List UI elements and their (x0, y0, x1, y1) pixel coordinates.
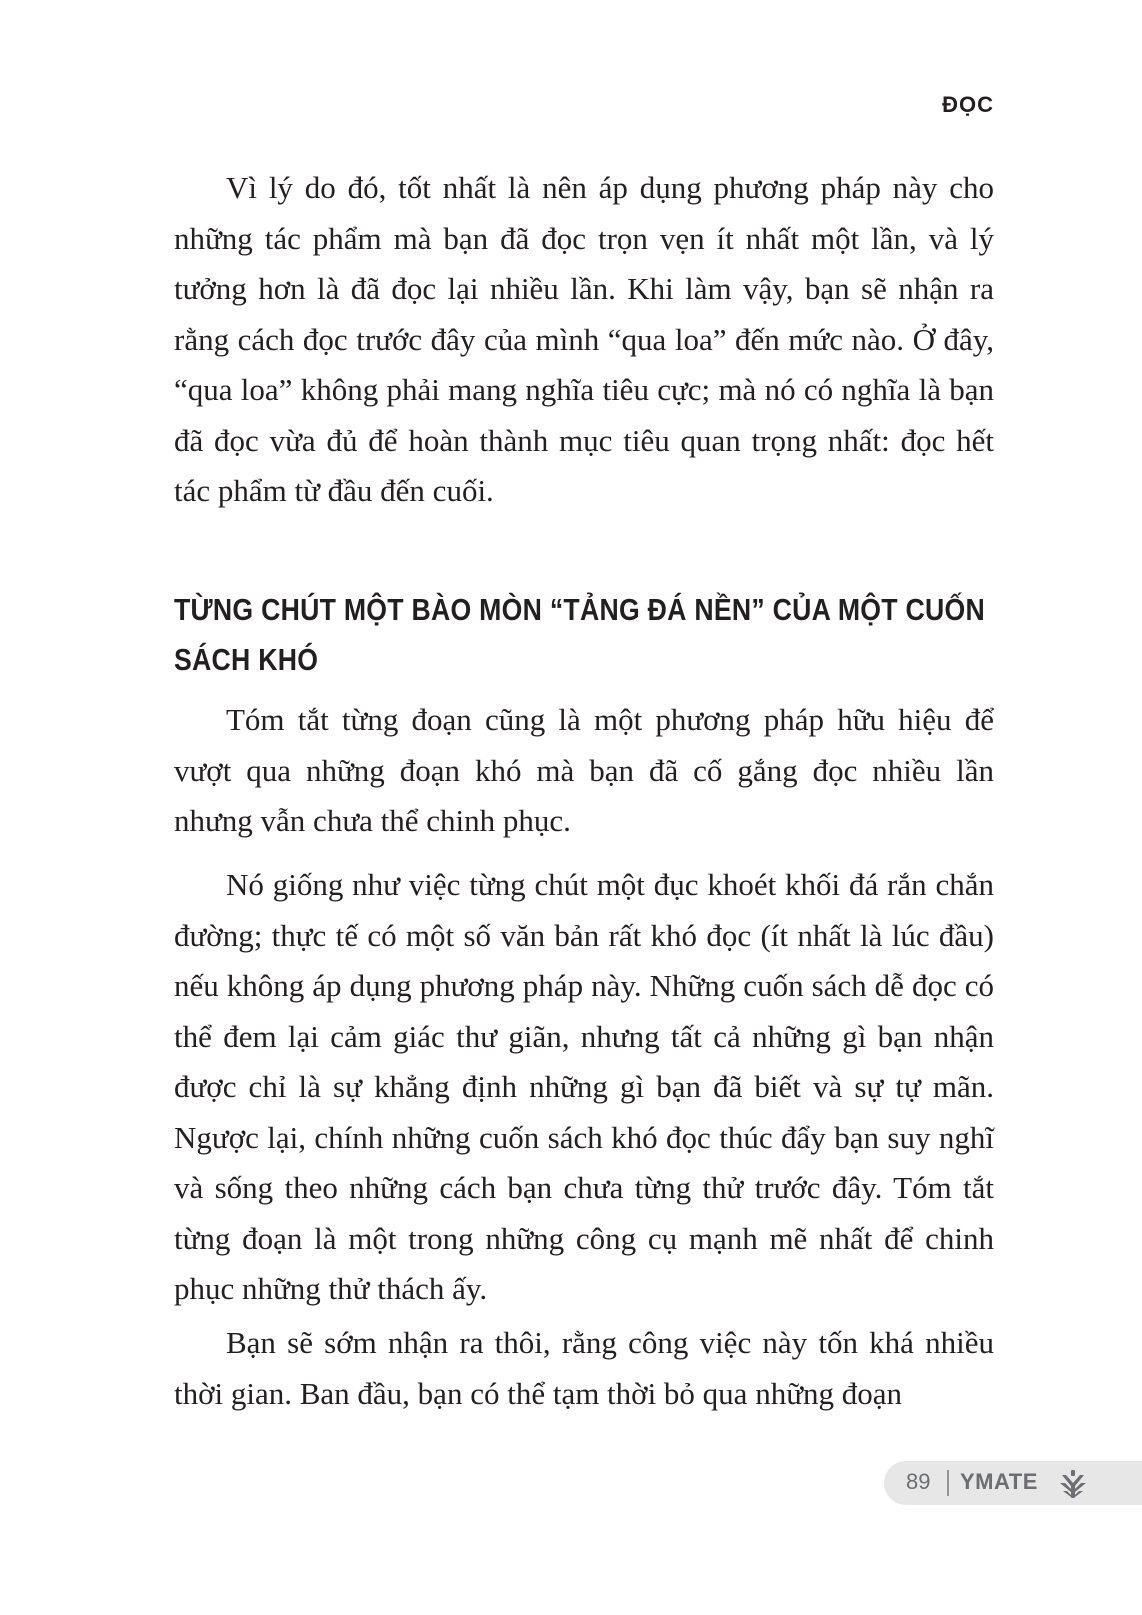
section-heading: TỪNG CHÚT MỘT BÀO MÒN “TẢNG ĐÁ NỀN” CỦA MỘT CUỐN SÁCH KHÓ (174, 592, 986, 677)
brand-name: YMATE (960, 1469, 1038, 1494)
paragraph-3-text: Nó giống như việc từng chút một đục khoét khối đá rắn chắn đường; thực tế có một số văn bản rất khó đọc (ít nhất là lúc đầu) nếu không áp dụng phương pháp này. Những cuốn sách dễ đọc có thể đem lại cảm giác thư giãn, nhưng tất cả những gì bạn nhận được chỉ là sự khẳng định những gì bạn đã biết và sự tự mãn. Ngược lại, chính những cuốn sách khó đọc thúc đẩy bạn suy nghĩ và sống theo những cách bạn chưa từng thử trước đây. Tóm tắt từng đoạn là một trong những công cụ mạnh mẽ nhất để chinh phục những thử thách ấy. (174, 867, 994, 1306)
paragraph-1-text: Vì lý do đó, tốt nhất là nên áp dụng phương pháp này cho những tác phẩm mà bạn đã đọc trọn vẹn ít nhất một lần, và lý tưởng hơn là đã đọc lại nhiều lần. Khi làm vậy, bạn sẽ nhận ra rằng cách đọc trước đây của mình “qua loa” đến mức nào. Ở đây, “qua loa” không phải mang nghĩa tiêu cực; mà nó có nghĩa là bạn đã đọc vừa đủ để hoàn thành mục tiêu quan trọng nhất: đọc hết tác phẩm từ đầu đến cuối. (174, 170, 994, 508)
paragraph-2-text: Tóm tắt từng đoạn cũng là một phương pháp hữu hiệu để vượt qua những đoạn khó mà bạn đã cố gắng đọc nhiều lần nhưng vẫn chưa thể chinh phục. (174, 702, 994, 838)
running-head: ĐỌC (942, 92, 994, 117)
paragraph-2 (174, 695, 994, 847)
ymate-logo-icon (1056, 1467, 1090, 1501)
paragraph-4-text: Bạn sẽ sớm nhận ra thôi, rằng công việc này tốn khá nhiều thời gian. Ban đầu, bạn có thể tạm thời bỏ qua những đoạn (174, 1325, 994, 1411)
page-number: 89 (906, 1469, 931, 1494)
paragraph-4 (174, 1318, 994, 1419)
paragraph-1 (174, 163, 994, 517)
footer-divider (947, 1470, 949, 1496)
footer-tab (884, 1461, 1142, 1505)
paragraph-3 (174, 860, 994, 1315)
